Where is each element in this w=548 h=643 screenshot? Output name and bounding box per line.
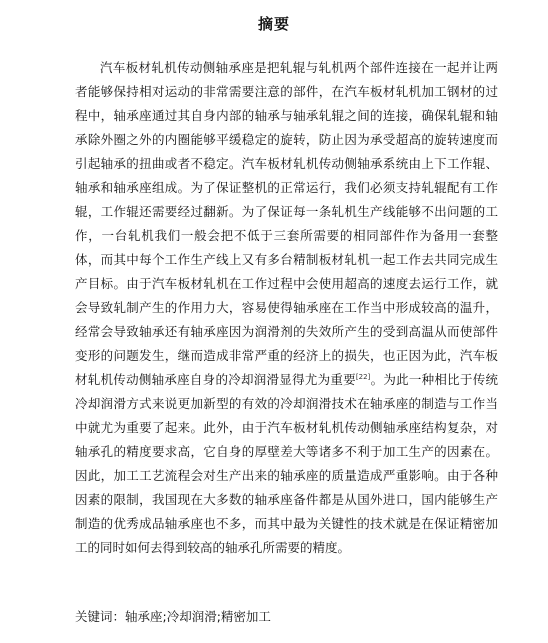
abstract-title: 摘要	[257, 15, 290, 33]
abstract-text-part1: 汽车板材轧机传动侧轴承座是把轧辊与轧机两个部件连接在一起并让两者能够保持相对运动的非常需要注意的部件，在汽车板材轧机加工钢材的过程中，轴承座通过其自身内部的轴承与轴承轧辊之间的连接，确保轧辊和轴承除外圈之外的内圈能够平缓稳定的旋转，防止因为承受超高的旋转速度而引起轴承的扭曲或者不稳定。汽车板材轧机传动侧轴承系统由上下工作辊、轴承和轴承座组成。为了保证整机的正常运行，我们必须支持轧辊配有工作辊，工作辊还需要经过翻新。为了保证每一条轧机生产线能够不出问题的工作，一台轧机我们一般会把不低于三套所需要的相同部件作为备用一套整体，而其中每个工作生产线上又有多台精制板材轧机一起工作去共同完成生产目标。由于汽车板材轧机在工作过程中会使用超高的速度去运行工作，就会导致轧制产生的作用力大，容易使得轴承座在工作当中形成较高的温升，经常会导致轴承还有轴承座因为润滑剂的失效所产生的受到高温从而使部件变形的问题发生，继而造成非常严重的经济上的损失，也正因为此，汽车板材轧机传动侧轴承座自身的冷却润滑显得尤为重要	[75, 60, 498, 387]
citation-reference: [22]	[355, 372, 371, 381]
abstract-text-part2: 。为此一种相比于传统冷却润滑方式来说更加新型的有效的冷却润滑技术在轴承座的制造与工作当中就尤为重要了起来。此外，由于汽车板材轧机传动侧轴承座结构复杂，对轴承孔的精度要求高，它自身的厚壁差大等诸多不利于加工生产的因素在。因此，加工工艺流程会对生产出来的轴承座的质量造成严重影响。由于各种因素的限制，我国现在大多数的轴承座备件都是从国外进口，国内能够生产制造的优秀成品轴承座也不多，而其中最为关键性的技术就是在保证精密加工的同时如何去得到较高的轴承孔所需要的精度。	[75, 372, 498, 555]
keywords-line: 关键词：轴承座;冷却润滑;精密加工	[75, 609, 271, 624]
abstract-paragraph	[75, 56, 498, 560]
